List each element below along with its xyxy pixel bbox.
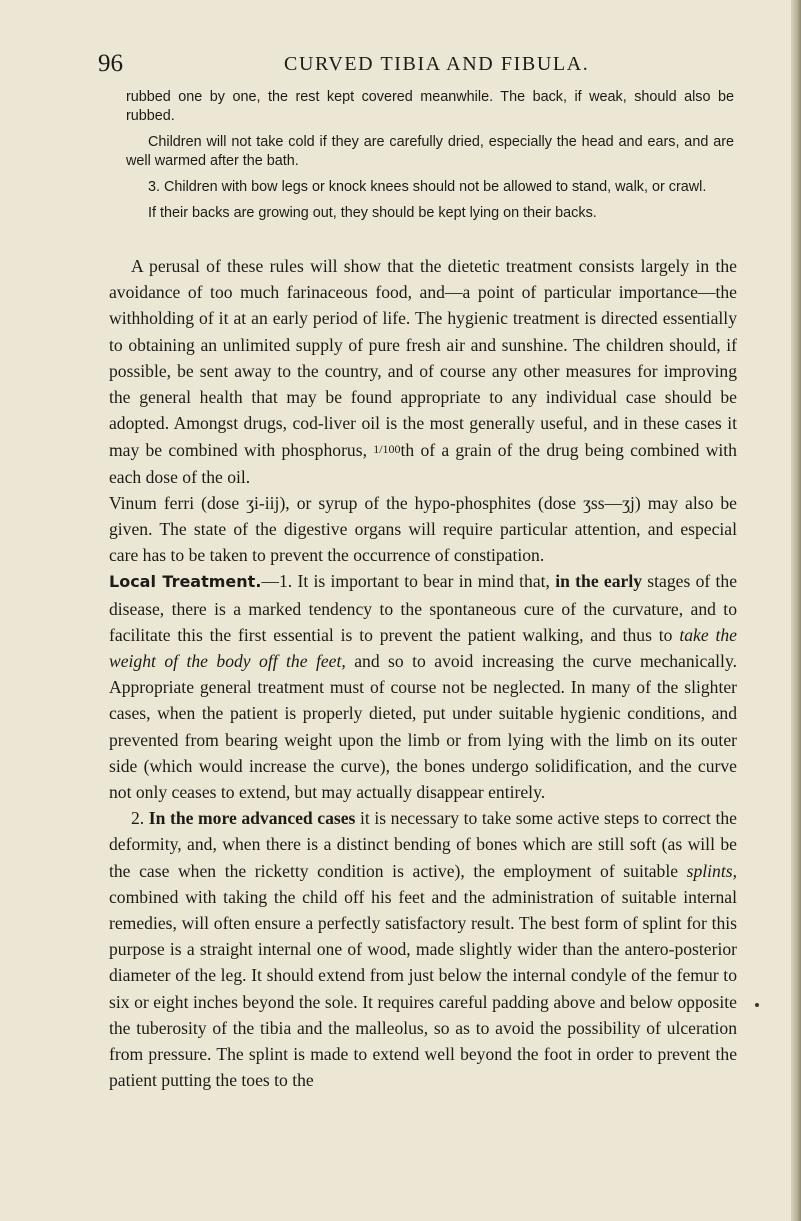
- body-paragraph-local-treatment: Local Treatment.—1. It is important to bear in mind that, in the early stages of the disease, there is a marked tendency to the spontaneous cure of the curvature, and to facilitate this the first essential is to prevent the patient walking, and thus to take the weight of the body off the feet, and so to avoid increasing the curve mechanically. Appropriate general treatment must of course not be neglected. In many of the slighter cases, when the patient is properly dieted, put under suitable hygienic conditions, and prevented from bearing weight upon the limb or from lying with the limb on its outer side (which would increase the curve), the bones undergo solidification, and the curve not only ceases to extend, but may actually disappear entirely.: [109, 571, 738, 803]
- body-paragraph-dietetic: A perusal of these rules will show that the dietetic treatment consists largely in the avoidance of too much farinaceous food, and—a point of particular importance—the withholding of it at an early period of life. The hygienic treatment is directed essentially to obtaining an unlimited supply of pure fresh air and sunshine. The children should, if possible, be sent away to the country, and of course any other measures for improving the general health that may be found appropriate to any individual case should be adopted. Amongst drugs, cod-liver oil is the most generally useful, and in these cases it may be combined with phosphorus, 1/100th of a grain of the drug being combined with each dose of the oil.: [109, 256, 737, 487]
- italic-phrase: take the weight of the body off the feet,: [109, 624, 737, 672]
- fraction: 1/100: [373, 442, 401, 457]
- running-title: CURVED TIBIA AND FIBULA.: [284, 53, 590, 75]
- page-header: [98, 50, 698, 84]
- emphasis: in the early: [555, 571, 643, 592]
- rule-paragraph: 3. Children with bow legs or knock knees should not be allowed to stand, walk, or crawl.: [148, 179, 707, 195]
- page-edge-shadow: [791, 0, 801, 1221]
- rules-excerpt: [126, 88, 734, 230]
- body-text: [109, 253, 737, 1094]
- section-heading: Local Treatment.: [109, 572, 262, 592]
- rule-paragraph: If their backs are growing out, they should be kept lying on their backs.: [148, 205, 597, 221]
- body-paragraph-drugs: Vinum ferri (dose ʒi-iij), or syrup of the hypo-phosphites (dose ʒss—ʒj) may also be given. The state of the digestive organs will require particular attention, and especial care has to be taken to prevent the occurrence of constipation.: [109, 492, 737, 566]
- italic-phrase: splints,: [686, 860, 737, 881]
- rule-paragraph: rubbed one by one, the rest kept covered meanwhile. The back, if weak, should also be rubbed.: [126, 89, 734, 124]
- emphasis: In the more advanced cases: [148, 808, 356, 829]
- page-number: 96: [98, 50, 123, 77]
- body-paragraph-advanced-cases: 2. In the more advanced cases it is necessary to take some active steps to correct the deformity, and, when there is a distinct bending of bones which are still soft (as will be the case when the ricketty condition is active), the employment of suitable splints, combined with taking the child off his feet and the administration of suitable internal remedies, will often ensure a perfectly satisfactory result. The best form of splint for this purpose is a straight internal one of wood, made slightly wider than the antero-posterior diameter of the leg. It should extend from just below the internal condyle of the femur to six or eight inches beyond the sole. It requires careful padding above and below opposite the tuberosity of the tibia and the malleolus, so as to avoid the possibility of ulceration from pressure. The splint is made to extend well beyond the foot in order to prevent the patient putting the toes to the: [109, 808, 737, 1091]
- printing-speck: [755, 1003, 759, 1007]
- rule-paragraph: Children will not take cold if they are carefully dried, especially the head and ears, and are well warmed after the bath.: [126, 134, 734, 169]
